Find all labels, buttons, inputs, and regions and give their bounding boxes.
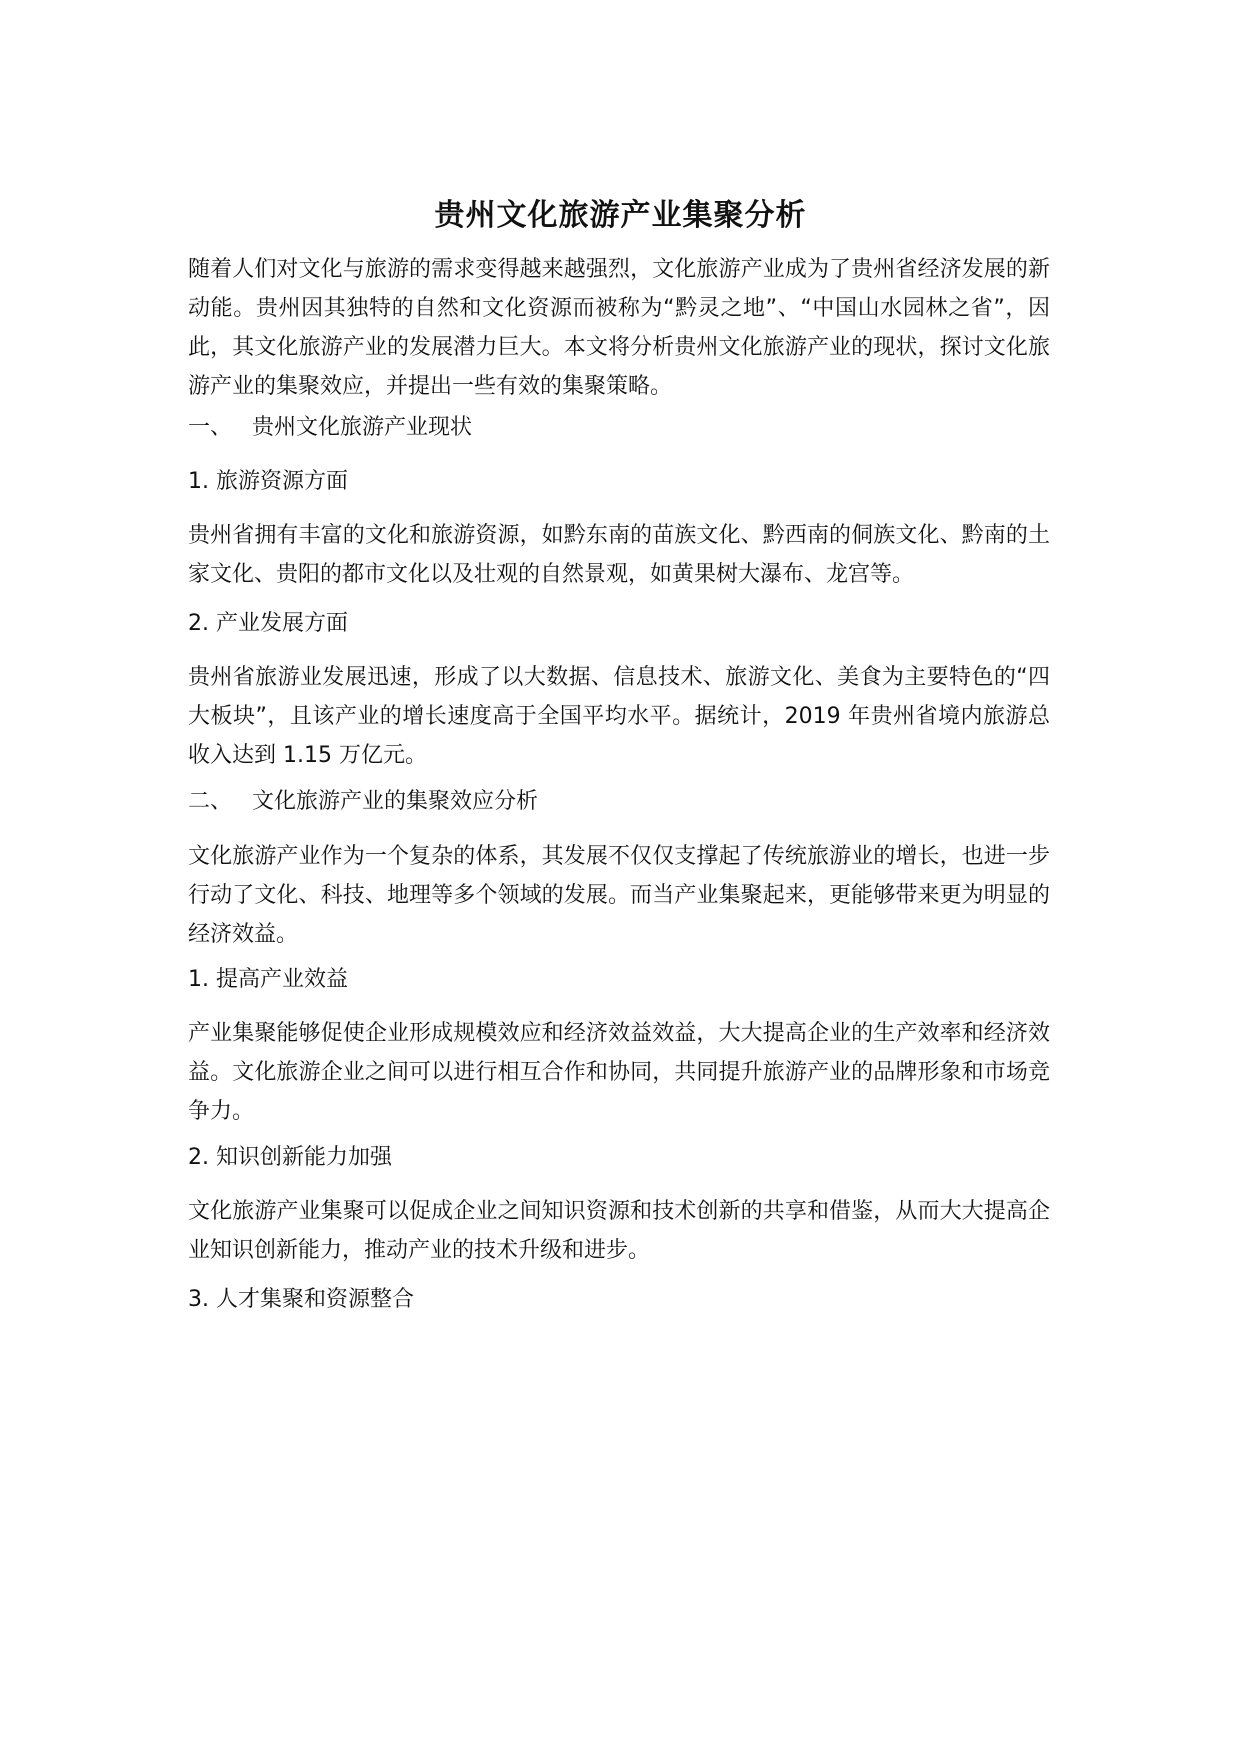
subsection-2-3-heading: 3. 人才集聚和资源整合 — [188, 1287, 414, 1312]
section-1-number: 一、 — [188, 415, 233, 440]
subsection-1-1-heading: 1. 旅游资源方面 — [188, 469, 348, 494]
subsection-2-1-paragraph: 产业集聚能够促使企业形成规模效应和经济效益效益，大大提高企业的生产效率和经济效益。文化旅游企业之间可以进行相互合作和协同，共同提升旅游产业的品牌形象和市场竞争力。 — [188, 1021, 1050, 1124]
intro-paragraph: 随着人们对文化与旅游的需求变得越来越强烈，文化旅游产业成为了贵州省经济发展的新动能。贵州因其独特的自然和文化资源而被称为“黔灵之地”、“中国山水园林之省”，因此，其文化旅游产业的发展潜力巨大。本文将分析贵州文化旅游产业的现状，探讨文化旅游产业的集聚效应，并提出一些有效的集聚策略。 — [188, 257, 1050, 399]
subsection-2-2-paragraph: 文化旅游产业集聚可以促成企业之间知识资源和技术创新的共享和借鉴，从而大大提高企业知识创新能力，推动产业的技术升级和进步。 — [188, 1199, 1050, 1263]
section-1-heading — [188, 408, 1050, 447]
subsection-1-1-paragraph: 贵州省拥有丰富的文化和旅游资源，如黔东南的苗族文化、黔西南的侗族文化、黔南的土家文化、贵阳的都市文化以及壮观的自然景观，如黄果树大瀑布、龙宫等。 — [188, 523, 1050, 587]
subsection-1-2-heading: 2. 产业发展方面 — [188, 611, 348, 636]
section-1-title: 贵州文化旅游产业现状 — [252, 415, 473, 440]
section-2-title: 文化旅游产业的集聚效应分析 — [252, 789, 539, 814]
section-2-intro-paragraph: 文化旅游产业作为一个复杂的体系，其发展不仅仅支撑起了传统旅游业的增长，也进一步行动了文化、科技、地理等多个领域的发展。而当产业集聚起来，更能够带来更为明显的经济效益。 — [188, 844, 1050, 947]
subsection-2-2-heading: 2. 知识创新能力加强 — [188, 1145, 392, 1170]
section-2-heading — [188, 782, 1050, 821]
subsection-1-2-paragraph: 贵州省旅游业发展迅速，形成了以大数据、信息技术、旅游文化、美食为主要特色的“四大板块”，且该产业的增长速度高于全国平均水平。据统计，2019 年贵州省境内旅游总收入达到 1.15 万亿元。 — [188, 665, 1050, 768]
section-2-number: 二、 — [188, 789, 233, 814]
subsection-2-1-heading: 1. 提高产业效益 — [188, 967, 348, 992]
document-title: 贵州文化旅游产业集聚分析 — [434, 198, 807, 234]
